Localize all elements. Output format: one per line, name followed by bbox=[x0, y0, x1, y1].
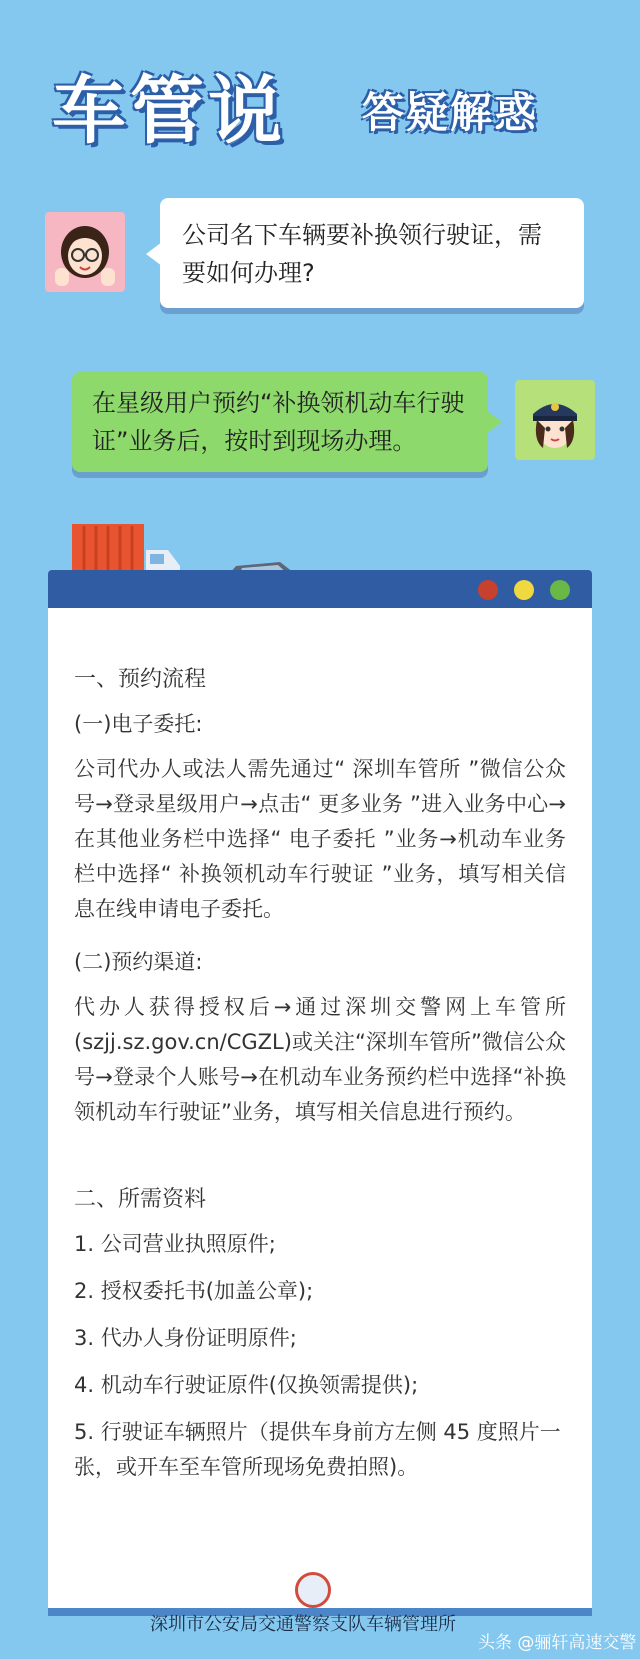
list-item: 2. 授权委托书(加盖公章); bbox=[74, 1279, 314, 1303]
question-bubble bbox=[160, 198, 584, 308]
answer-bubble bbox=[72, 372, 488, 472]
list-item: 4. 机动车行驶证原件(仅换领需提供); bbox=[74, 1373, 419, 1397]
page-title bbox=[0, 52, 640, 154]
sub2-text: 代办人获得授权后→通过深圳交警网上车管所(szjj.sz.gov.cn/CGZL)或关注“深圳车管所”微信公众号→登录个人账号→在机动车业务预约栏中选择“补换领机动车行驶证”业务，填写相关信息进行预约。 bbox=[74, 995, 566, 1124]
yellow-dot-icon bbox=[514, 580, 534, 600]
red-dot-icon bbox=[478, 580, 498, 600]
list-item: 5. 行驶证车辆照片（提供车身前方左侧 45 度照片一张，或开车至车管所现场免费拍照)。 bbox=[74, 1420, 561, 1479]
sub1-title: (一)电子委托: bbox=[74, 712, 203, 736]
girl-avatar-icon bbox=[45, 212, 125, 292]
title-sub: 答疑解惑 bbox=[362, 88, 539, 137]
police-officer-icon bbox=[515, 380, 595, 460]
sub2-title: (二)预约渠道: bbox=[74, 950, 203, 974]
panel-header-bar bbox=[48, 570, 592, 608]
question-text: 公司名下车辆要补换领行驶证，需要如何办理? bbox=[182, 221, 542, 287]
officer-avatar bbox=[515, 380, 595, 460]
sub1-text: 公司代办人或法人需先通过“ 深圳车管所 ”微信公众号→登录星级用户→点击“ 更多业务 ”进入业务中心→在其他业务栏中选择“ 电子委托 ”业务→机动车业务栏中选择“ 补换领机动车行驶证 ”业务，填写相关信息在线申请电子委托。 bbox=[74, 757, 566, 921]
section1-title: 一、预约流程 bbox=[74, 667, 207, 692]
content-panel bbox=[48, 608, 592, 1608]
section2-title: 二、所需资料 bbox=[74, 1187, 207, 1212]
watermark: 头条 @骊轩高速交警 bbox=[478, 1633, 637, 1653]
police-badge-logo bbox=[295, 1572, 331, 1608]
user-avatar bbox=[45, 212, 125, 292]
title-main: 车管说 bbox=[52, 68, 286, 154]
answer-text: 在星级用户预约“补换领机动车行驶证”业务后，按时到现场办理。 bbox=[92, 389, 465, 455]
list-item: 3. 代办人身份证明原件; bbox=[74, 1326, 297, 1350]
list-item: 1. 公司营业执照原件; bbox=[74, 1232, 276, 1256]
green-dot-icon bbox=[550, 580, 570, 600]
footer-org: 深圳市公安局交通警察支队车辆管理所 bbox=[150, 1614, 456, 1635]
